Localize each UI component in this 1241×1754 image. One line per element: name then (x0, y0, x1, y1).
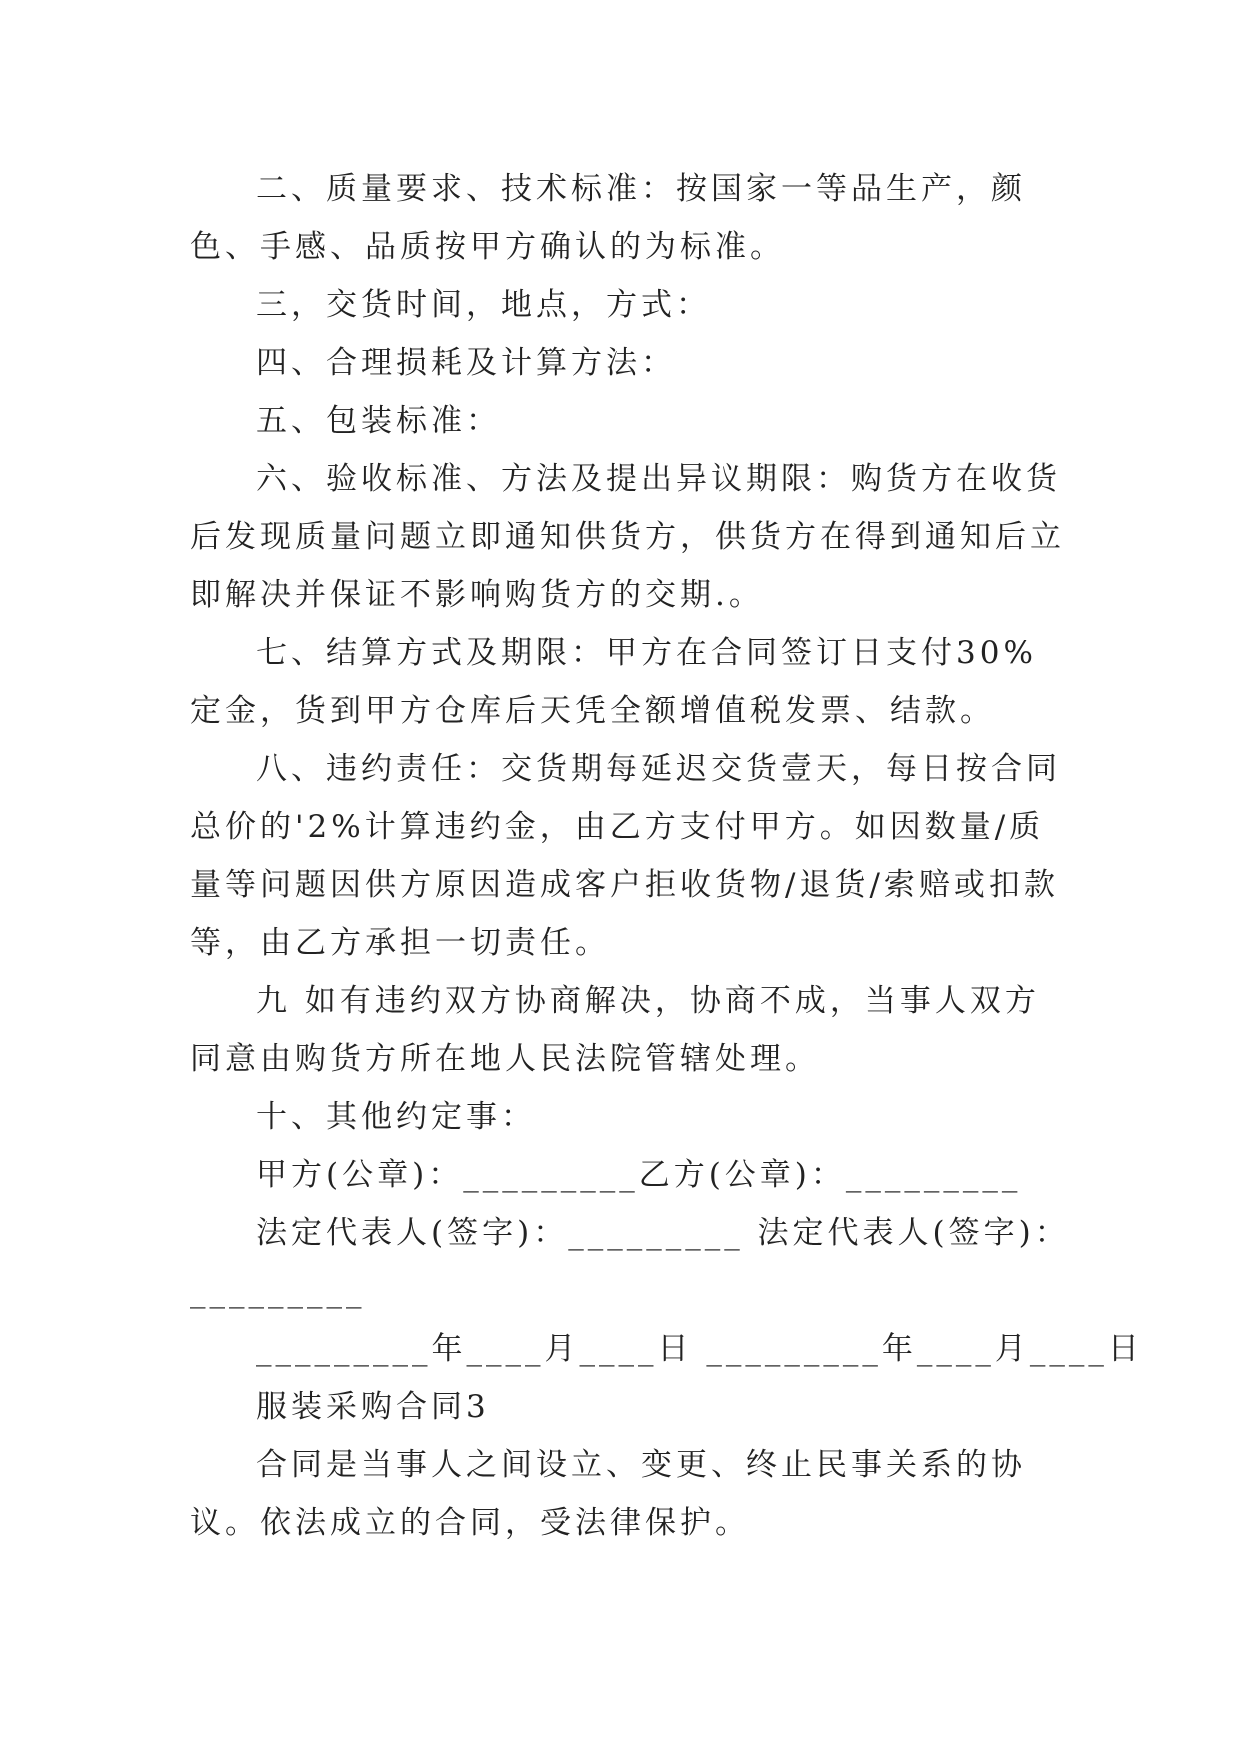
clause-packaging: 五、包装标准： (256, 403, 501, 439)
signature-rep-line: 法定代表人(签字)：_________ 法定代表人(签字)： (256, 1215, 1070, 1251)
signature-party-line: 甲方(公章)：_________乙方(公章)：_________ (256, 1157, 1022, 1193)
clause-other: 十、其他约定事： (256, 1099, 536, 1135)
clause-delivery: 三，交货时间，地点，方式： (256, 287, 711, 323)
clause-liability: 八、违约责任：交货期每延迟交货壹天，每日按合同总价的'2%计算违约金，由乙方支付甲方。如因数量/质量等问题因供方原因造成客户拒收货物/退货/索赔或扣款等，由乙方承担一切责任。 (190, 751, 1061, 961)
clause-acceptance: 六、验收标准、方法及提出异议期限：购货方在收货后发现质量问题立即通知供货方，供货方在得到通知后立即解决并保证不影响购货方的交期.。 (190, 461, 1065, 613)
clause-dispute: 九 如有违约双方协商解决，协商不成，当事人双方同意由购货方所在地人民法院管辖处理。 (190, 983, 1040, 1077)
closing-paragraph: 合同是当事人之间设立、变更、终止民事关系的协议。依法成立的合同，受法律保护。 (190, 1447, 1026, 1541)
clause-loss-calculation: 四、合理损耗及计算方法： (256, 345, 676, 381)
section-title: 服装采购合同3 (256, 1389, 490, 1425)
document-body (190, 160, 1143, 1552)
clause-quality-standard: 二、质量要求、技术标准：按国家一等品生产，颜色、手感、品质按甲方确认的为标准。 (190, 171, 1026, 265)
signature-rep-blank: _________ (190, 1273, 366, 1309)
signature-date-line: _________年____月____日 _________年____月____日 (256, 1331, 1143, 1367)
clause-settlement: 七、结算方式及期限：甲方在合同签订日支付30%定金，货到甲方仓库后天凭全额增值税发票、结款。 (190, 635, 1037, 729)
